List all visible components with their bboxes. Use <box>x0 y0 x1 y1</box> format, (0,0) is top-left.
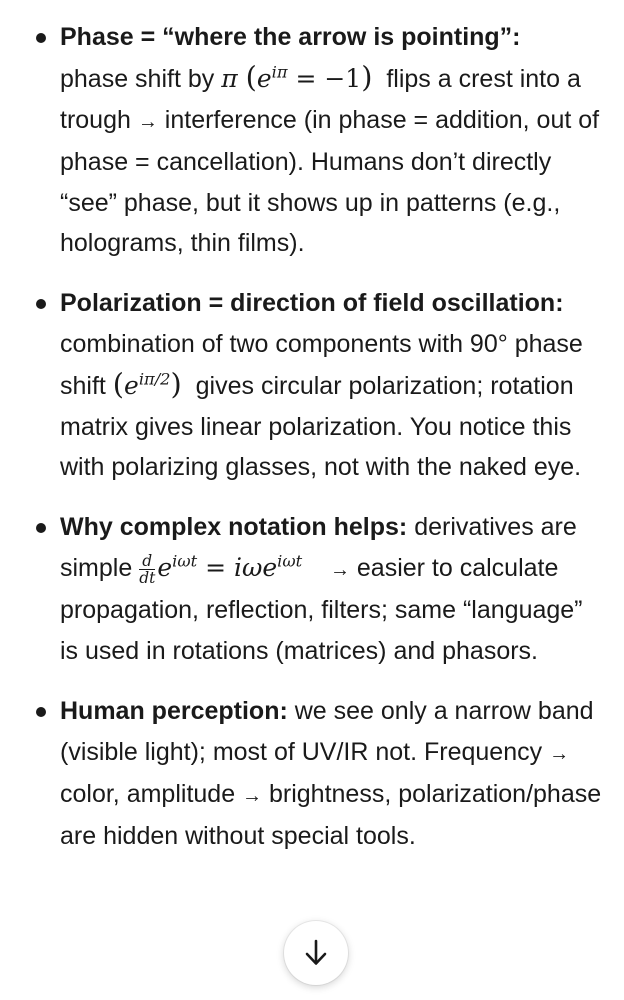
bullet-text: easier to calculate propagation, reflection, filters; same “language” is used in rotations (matrices) and phasors. <box>60 553 583 665</box>
bullet-lead: Polarization = direction of field oscillation: <box>60 289 564 318</box>
bullet-dot <box>36 33 46 43</box>
bullet-text: derivatives are simple <box>60 513 577 582</box>
arrow-right-icon: → <box>242 784 263 807</box>
bullet-text: flips a crest into a trough <box>60 65 581 134</box>
bullet-text: we see only a narrow band (visible light); most of UV/IR not. Frequency <box>60 697 594 766</box>
arrow-right-icon: → <box>329 558 350 581</box>
math-expression: π $(e^{i\pi} = -1)$ <box>221 60 373 95</box>
list-item-polarization <box>0 283 624 487</box>
arrow-right-icon: → <box>549 742 570 765</box>
fraction: $\frac{d}{dt}$ <box>139 551 156 587</box>
list-item-phase <box>0 17 624 263</box>
bullet-lead: Why complex notation helps: <box>60 513 408 542</box>
bullet-lead: Phase = “where the arrow is pointing”: <box>60 23 521 51</box>
arrow-right-icon: → <box>137 110 158 133</box>
bullet-text: brightness, polarization/phase are hidden without special tools. <box>60 779 602 851</box>
bullet-text: phase shift by <box>60 65 222 94</box>
bullet-dot <box>36 523 46 533</box>
bullet-text: gives circular polarization; rotation matrix gives linear polarization. You notice this with polarizing glasses, not with the naked eye. <box>60 372 582 482</box>
scroll-to-bottom-button[interactable] <box>284 921 348 985</box>
bullet-dot <box>36 299 46 309</box>
bullet-text: color, amplitude <box>60 779 243 808</box>
bullet-text: interference (in phase = addition, out of phase = cancellation). Humans don’t directly “see” phase, but it shows up in patterns (e.g., holograms, thin films). <box>60 105 600 258</box>
bullet-dot <box>36 707 46 717</box>
bullet-lead: Human perception: <box>60 697 288 726</box>
bullet-text: combination of two components with 90° phase shift <box>60 329 583 401</box>
math-expression: $(e^{i\pi/2})$ <box>112 367 182 402</box>
arrow-down-icon <box>302 938 330 968</box>
math-expression: $\frac{d}{dt}$ $e^{i\omega t} = i\omega e^{i\omega t}$ <box>139 551 303 587</box>
list-item-complex-notation <box>0 507 624 671</box>
list-item-human-perception <box>0 691 624 857</box>
